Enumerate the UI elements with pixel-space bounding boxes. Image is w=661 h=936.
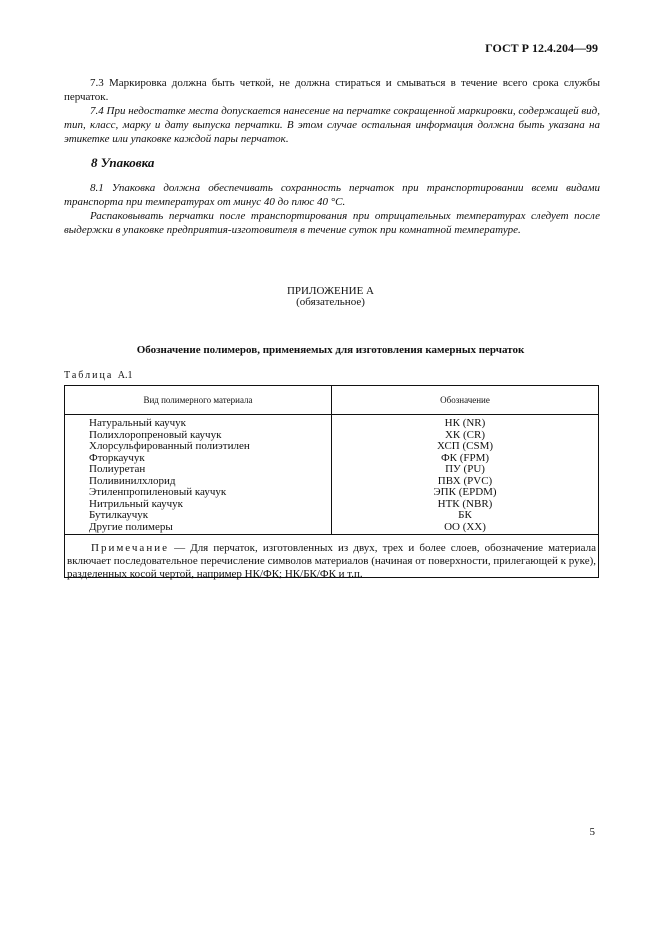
column-header-material: Вид полимерного материала	[143, 395, 253, 405]
code-cell: ХСП (CSM)	[436, 440, 494, 452]
material-cell: Поливинилхлорид	[89, 474, 176, 487]
material-cell: Натуральный каучук	[89, 417, 186, 429]
note-text: — Для перчаток, изготовленных из двух, трех и более слоев, обозначение материала включает последовательное перечисление символов материалов (начиная от поверхности, прилегающей к руке), разделенных косой чертой, например НК/ФК; НК/БК/ФК и т.п.	[67, 542, 596, 580]
table-heading: Обозначение полимеров, применяемых для изготовления камерных перчаток	[136, 344, 525, 356]
code-cell: ОО (ХХ)	[444, 520, 486, 533]
table-note-divider	[65, 534, 598, 535]
document-id: ГОСТ Р 12.4.204—99	[485, 41, 598, 55]
section-8-title: 8 Упаковка	[91, 155, 155, 170]
code-cell: БК	[458, 509, 472, 521]
table-label-number: А.1	[117, 370, 133, 381]
material-cell: Полихлоропреновый каучук	[89, 428, 222, 441]
paragraph-7-3: 7.3 Маркировка должна быть четкой, не должна стираться и смываться в течение всего срока службы перчаток.	[64, 77, 600, 103]
code-cell: ПВХ (PVC)	[437, 474, 493, 487]
material-cell: Другие полимеры	[89, 520, 173, 533]
appendix-subtitle: (обязательное)	[296, 296, 365, 308]
code-cell: ПУ (PU)	[445, 463, 485, 475]
code-cell: ХК (CR)	[444, 428, 486, 441]
code-column	[332, 418, 598, 533]
note-label: Примечание	[91, 542, 169, 554]
material-cell: Бутилкаучук	[89, 509, 149, 521]
section-7-text	[64, 76, 600, 146]
code-cell: ФК (FPM)	[440, 451, 490, 464]
table-note	[67, 542, 596, 581]
table-label-word: Таблица	[64, 370, 114, 381]
material-cell: Хлорсульфированный полиэтилен	[89, 440, 250, 452]
paragraph-7-4: 7.4 При недостатке места допускается нанесение на перчатке сокращенной маркировки, содержащей вид, тип, класс, марку и дату выпуска перчатки. В этом случае остальная информация должна быть указана на этикетке или упаковке каждой пары перчаток.	[64, 105, 600, 145]
section-8-text	[64, 181, 600, 237]
page-number: 5	[589, 826, 595, 838]
material-cell: Этиленпропиленовый каучук	[89, 486, 227, 498]
appendix-title: ПРИЛОЖЕНИЕ А	[286, 285, 374, 297]
code-cell: ЭПК (EPDM)	[433, 486, 497, 498]
polymer-table	[64, 385, 599, 578]
code-cell: НТК (NBR)	[437, 497, 493, 510]
material-column	[89, 418, 250, 533]
column-header-code: Обозначение	[440, 395, 490, 405]
material-cell: Полиуретан	[89, 463, 146, 475]
code-cell: НК (NR)	[444, 417, 486, 429]
table-label	[64, 370, 133, 381]
paragraph-8-1: 8.1 Упаковка должна обеспечивать сохранность перчаток при транспортировании всеми видами транспорта при температурах от минус 40 до плюс 40 °С.	[64, 182, 600, 208]
paragraph-8-2: Распаковывать перчатки после транспортирования при отрицательных температурах следует после выдержки в упаковке предприятия-изготовителя в течение суток при комнатной температуре.	[64, 210, 600, 236]
material-cell: Нитрильный каучук	[89, 497, 183, 510]
material-cell: Фторкаучук	[89, 451, 145, 464]
